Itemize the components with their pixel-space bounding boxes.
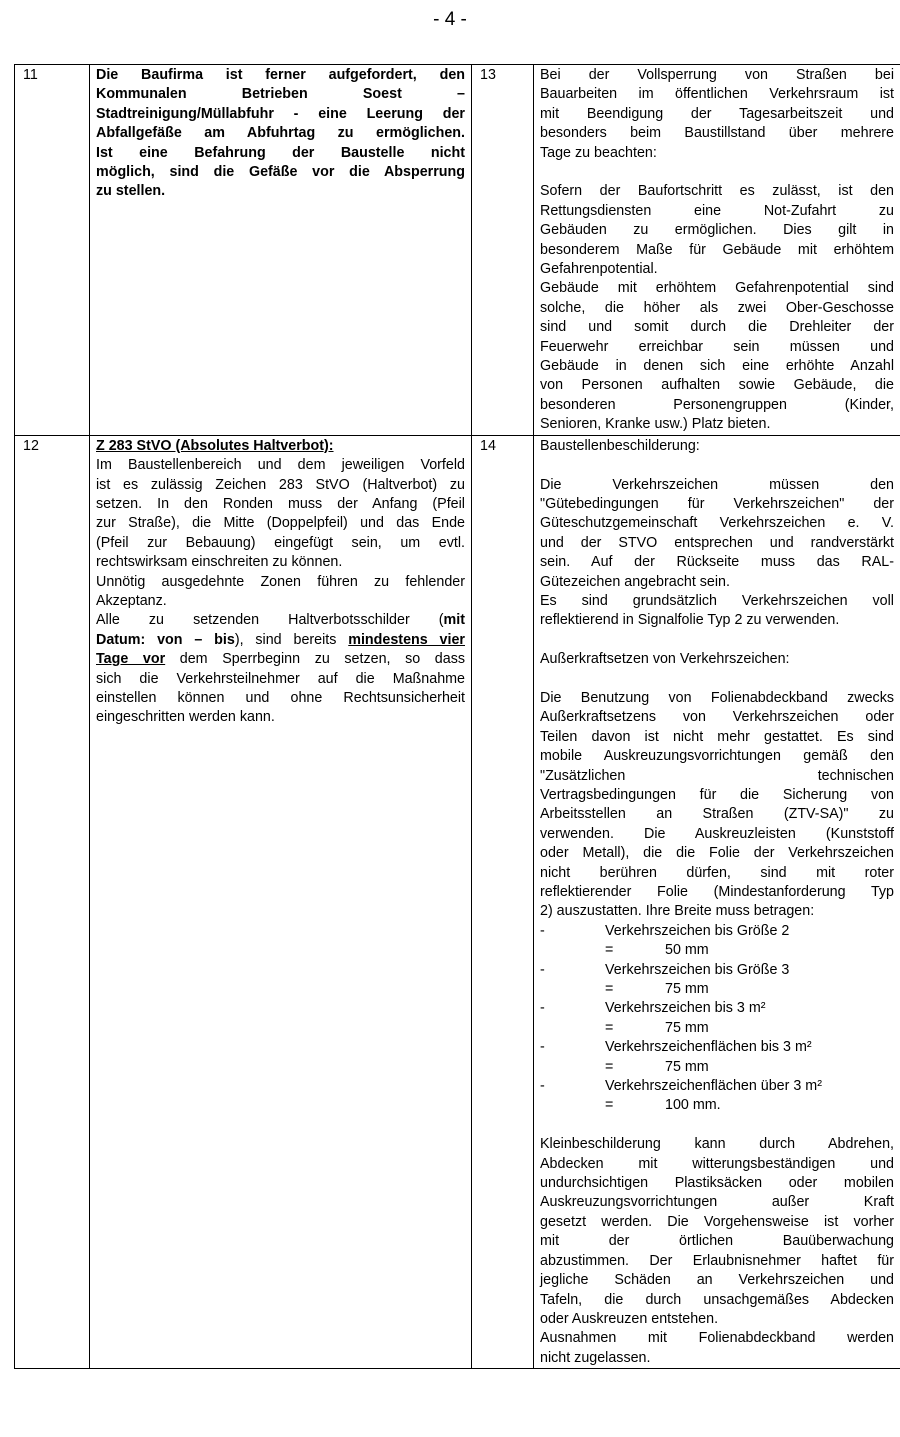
list-item [540,1077,894,1116]
text-line: von Personen aufhalten sowie Gebäude, die [540,377,894,394]
paragraph-gap [540,456,894,475]
text-line [96,650,465,669]
text-line: "Gütebedingungen für Verkehrszeichen" der [540,495,894,512]
text-line: reflektierend in Signalfolie Typ 2 zu verwenden. [540,612,840,629]
text-line: Arbeitsstellen an Straßen (ZTV-SA)" zu [540,806,894,823]
text-line: (Pfeil zur Bebauung) eingefügt sein, um evtl. [96,534,465,551]
list-item-value: 50 mm [665,942,709,959]
text-run: ), sind bereits [234,631,349,648]
text-line: Abdecken mit witterungsbeständigen und [540,1155,894,1172]
item-number-12: 12 [15,435,90,1368]
list-item-value: 75 mm [665,1019,709,1036]
item-12-text [90,435,472,1368]
text-line: Gütezeichen angebracht sein. [540,573,730,590]
list-item-value: 75 mm [665,1058,709,1075]
text-line: Die Benutzung von Folienabdeckband zwecks [540,689,894,706]
list-item-label: Verkehrszeichen bis Größe 2 [605,922,790,939]
text-line: setzen. In den Ronden muss der Anfang (Pfeil [96,495,465,512]
text-line: Gebäuden zu ermöglichen. Dies gilt in [540,222,894,239]
text-line: Senioren, Kranke usw.) Platz bieten. [540,416,771,433]
paragraph-gap [540,631,894,650]
text-line [96,631,465,650]
text-line: abzustimmen. Der Erlaubnisnehmer haftet für [540,1252,894,1269]
text-line: Akzeptanz. [96,592,167,609]
text-run-bold: mit [443,612,465,629]
paragraph-gap [540,1116,894,1135]
text-line: oder Metall), die die Folie der Verkehrszeichen [540,845,894,862]
text-line: besonderem Maße für Gebäude mit erhöhtem [540,241,894,258]
text-line: gesetzt werden. Die Vorgehensweise ist vorher [540,1213,894,1230]
list-equals: = [605,1058,614,1075]
page-number: - 4 - [433,9,467,30]
list-item [540,999,894,1038]
list-equals: = [605,1019,614,1036]
text-line: Kleinbeschilderung kann durch Abdrehen, [540,1136,894,1153]
list-equals: = [605,1097,614,1114]
list-item [540,1038,894,1077]
text-line: Es sind grundsätzlich Verkehrszeichen voll [540,592,894,609]
text-line [96,611,465,630]
text-line: sich die Verkehrsteilnehmer auf die Maßnahme [96,670,465,687]
item-12-heading: Z 283 StVO (Absolutes Haltverbot): [96,437,334,454]
paragraph-gap [540,163,894,182]
item-number-14: 14 [472,435,534,1368]
text-line: mit der örtlichen Bauüberwachung [540,1233,894,1250]
list-dash: - [540,1000,545,1017]
text-line: Gebäude mit erhöhtem Gefahrenpotential sind [540,280,894,297]
text-line: besonderen Personengruppen (Kinder, [540,396,894,413]
text-line: zu stellen. [96,183,166,200]
list-dash: - [540,1078,545,1095]
table-row [15,435,900,1368]
item-14-heading: Baustellenbeschilderung: [540,437,700,454]
text-run: dem Sperrbeginn zu setzen, so dass [165,651,465,668]
list-item-label: Verkehrszeichen bis Größe 3 [605,961,790,978]
text-line: mobile Auskreuzungsvorrichtungen gemäß den [540,748,894,765]
text-run-bold-underlined: mindestens vier [348,631,465,648]
list-dash: - [540,961,545,978]
text-line: Gefahrenpotential. [540,261,658,278]
conditions-table [14,64,900,1369]
text-line: besonders beim Baustillstand über mehrere [540,125,894,142]
text-line: Gebäude in denen sich eine erhöhte Anzahl [540,358,894,375]
text-line: Sofern der Baufortschritt es zulässt, ist den [540,183,894,200]
text-line: und der STVO entsprechen und randverstärkt [540,534,894,551]
table-row [15,65,900,436]
text-line: Vertragsbedingungen für die Sicherung von [540,786,894,803]
text-line: einstellen können und ohne Rechtsunsicherheit [96,689,465,706]
text-line: Abfallgefäße am Abfuhrtag zu ermöglichen. [96,125,465,142]
text-line: solche, die höher als zwei Ober-Geschosse [540,299,894,316]
list-equals: = [605,981,614,998]
text-line: Tafeln, die durch unsachgemäßes Abdecken [540,1291,894,1308]
text-line: Ausnahmen mit Folienabdeckband werden [540,1330,894,1347]
text-line: sein. Auf der Rückseite muss das RAL- [540,554,894,571]
list-item [540,922,894,961]
text-line: Die Baufirma ist ferner aufgefordert, den [96,67,465,83]
text-line: Die Verkehrszeichen müssen den [540,476,894,493]
paragraph-gap [540,670,894,689]
text-line: nicht zugelassen. [540,1349,651,1366]
text-line: Rettungsdiensten eine Not-Zufahrt zu [540,202,894,219]
item-number-11: 11 [15,65,90,436]
text-line: Bei der Vollsperrung von Straßen bei [540,67,894,83]
text-line: möglich, sind die Gefäße vor die Absperrung [96,164,465,181]
text-line: Bauarbeiten im öffentlichen Verkehrsraum ist [540,86,894,103]
text-line: eingeschritten werden kann. [96,709,275,726]
text-line: Güteschutzgemeinschaft Verkehrszeichen e. V. [540,515,894,532]
text-line: Unnötig ausgedehnte Zonen führen zu fehlender [96,573,465,590]
list-item-label: Verkehrszeichen bis 3 m² [605,1000,766,1017]
text-line: Tage zu beachten: [540,144,657,161]
text-line: mit Beendigung der Tagesarbeitszeit und [540,105,894,122]
list-dash: - [540,922,545,939]
list-item-label: Verkehrszeichenflächen über 3 m² [605,1078,822,1095]
text-line: Teilen davon ist nicht mehr gestattet. Es sind [540,728,894,745]
text-line: Ist eine Befahrung der Baustelle nicht [96,144,465,161]
list-item-value: 100 mm. [665,1097,721,1114]
text-line: Stadtreinigung/Müllabfuhr - eine Leerung der [96,105,465,122]
text-line: oder Auskreuzen entstehen. [540,1310,719,1327]
item-14-subheading: Außerkraftsetzen von Verkehrszeichen: [540,651,790,668]
text-line: rechtswirksam einschreiten zu können. [96,554,343,571]
text-run: Alle zu setzenden Haltverbotsschilder ( [96,612,444,629]
list-item-label: Verkehrszeichenflächen bis 3 m² [605,1039,812,1056]
text-line: sind und somit durch die Drehleiter der [540,319,894,336]
text-run-bold: Datum: von – bis [96,631,235,648]
text-line: "Zusätzlichen technischen [540,767,894,784]
text-line: ist es zulässig Zeichen 283 StVO (Haltverbot) zu [96,476,465,493]
text-line: zur Straße), die Mitte (Doppelpfeil) und das Ende [96,515,465,532]
text-line: reflektierender Folie (Mindestanforderung Typ [540,884,894,900]
text-line: Kommunalen Betrieben Soest – [96,86,465,103]
list-dash: - [540,1039,545,1056]
item-13-text [534,65,900,436]
list-equals: = [605,942,614,959]
item-number-13: 13 [472,65,534,436]
text-line: 2) auszustatten. Ihre Breite muss betragen: [540,903,815,920]
item-11-text [90,65,472,436]
text-line: Feuerwehr erreichbar sein müssen und [540,338,894,355]
text-line: verwenden. Die Auskreuzleisten (Kunststoff [540,825,894,842]
item-14-text [534,435,900,1368]
text-run-bold-underlined: Tage vor [96,651,166,668]
text-line: jegliche Schäden an Verkehrszeichen und [540,1272,894,1289]
text-line: Auskreuzungsvorrichtungen außer Kraft [540,1194,894,1211]
list-item-value: 75 mm [665,981,709,998]
list-item [540,961,894,1000]
text-line: Außerkraftsetzens von Verkehrszeichen oder [540,709,894,726]
text-line: Im Baustellenbereich und dem jeweiligen Vorfeld [96,457,465,474]
text-line: nicht berühren dürfen, sind mit roter [540,864,894,881]
text-line: undurchsichtigen Plastiksäcken oder mobilen [540,1175,894,1192]
